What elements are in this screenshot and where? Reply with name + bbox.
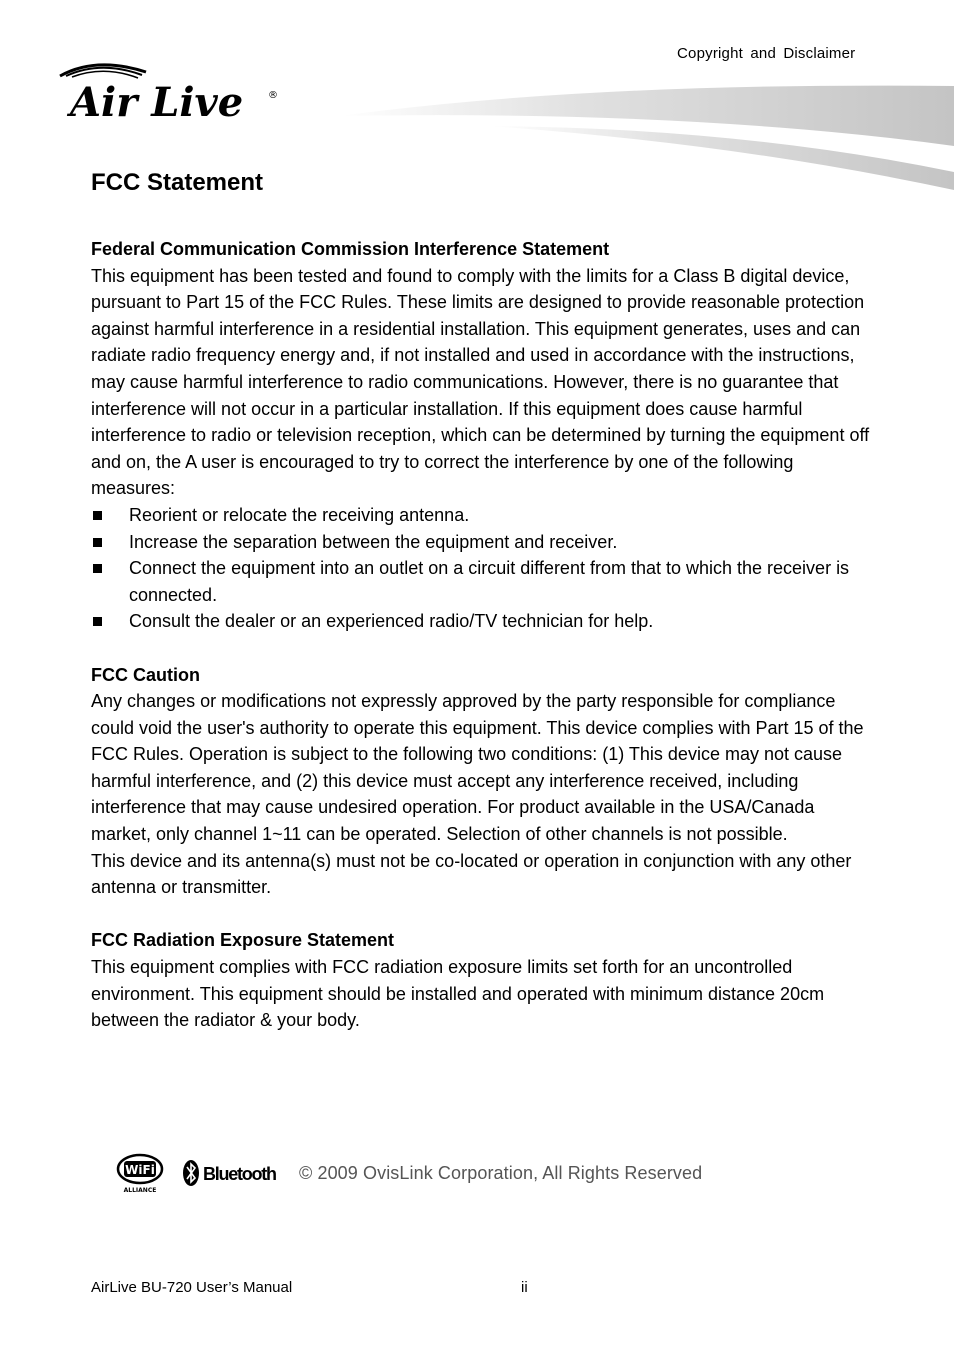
measures-list [91, 502, 871, 635]
section-paragraph: This equipment complies with FCC radiation exposure limits set forth for an uncontrolled environment. This equipment should be installed and operated with minimum distance 20cm between the radiator & your body. [91, 957, 825, 1031]
radiation-exposure-section [91, 927, 871, 1033]
bullet-square-icon [93, 538, 102, 547]
list-item: Connect the equipment into an outlet on a circuit different from that to which the receiver is connected. [91, 555, 871, 608]
page-number: ii [521, 1279, 528, 1296]
section-paragraph: This equipment has been tested and found to comply with the limits for a Class B digital device, pursuant to Part 15 of the FCC Rules. These limits are designed to provide reasonable protection against harmful interference in a residential installation. This equipment generates, uses and can radiate radio frequency energy and, if not installed and used in accordance with the instructions, may cause harmful interference to radio communications. However, there is no guarantee that interference will not occur in a particular installation. If this equipment does cause harmful interference to radio or television reception, which can be determined by turning the equipment off and on, the A user is encouraged to try to correct the interference by one of the following measures: [91, 265, 870, 499]
section-heading: FCC Caution [91, 664, 200, 685]
footer-manual-title: AirLive BU-720 User’s Manual [91, 1279, 293, 1296]
list-item: Increase the separation between the equipment and receiver. [91, 529, 871, 556]
airlive-logo [56, 58, 286, 122]
section-heading: Federal Communication Commission Interference Statement [91, 239, 610, 259]
bullet-square-icon [93, 564, 102, 573]
page-title: FCC Statement [91, 169, 264, 196]
wifi-alliance-logo [116, 1152, 166, 1194]
wifi-logo-text: WiFi [125, 1163, 155, 1177]
wifi-alliance-text: ALLIANCE [123, 1187, 157, 1194]
section-paragraph: Any changes or modifications not expressly approved by the party responsible for compliance could void the user's authority to operate this equipment. This device complies with Part 15 of the FCC Rules. Operation is subject to the following two conditions: (1) This device may not cause harmful interference, and (2) this device must accept any interference received, including interference that may cause undesired operation. For product available in the USA/Canada market, only channel 1~11 can be operated. Selection of other channels is not possible. [91, 691, 864, 845]
list-item: Reorient or relocate the receiving antenna. [91, 502, 871, 529]
section-heading: FCC Radiation Exposure Statement [91, 930, 395, 951]
bluetooth-logo [182, 1158, 282, 1188]
copyright-notice: © 2009 OvisLink Corporation, All Rights Reserved [299, 1163, 703, 1183]
header-swoosh-graphic [340, 82, 954, 194]
list-item: Consult the dealer or an experienced radio/TV technician for help. [91, 608, 871, 635]
bullet-square-icon [93, 511, 102, 520]
header-section-title: Copyright and Disclaimer [677, 45, 856, 62]
interference-statement-section [91, 236, 871, 635]
section-paragraph: This device and its antenna(s) must not be co-located or operation in conjunction with any other antenna or transmitter. [91, 850, 852, 898]
fcc-caution-section [91, 662, 871, 901]
bluetooth-logo-text: Bluetooth [203, 1164, 277, 1184]
registered-mark: ® [268, 90, 278, 101]
bullet-square-icon [93, 617, 102, 626]
airlive-logo-text: Air Live [70, 79, 244, 122]
document-body [91, 236, 871, 1034]
